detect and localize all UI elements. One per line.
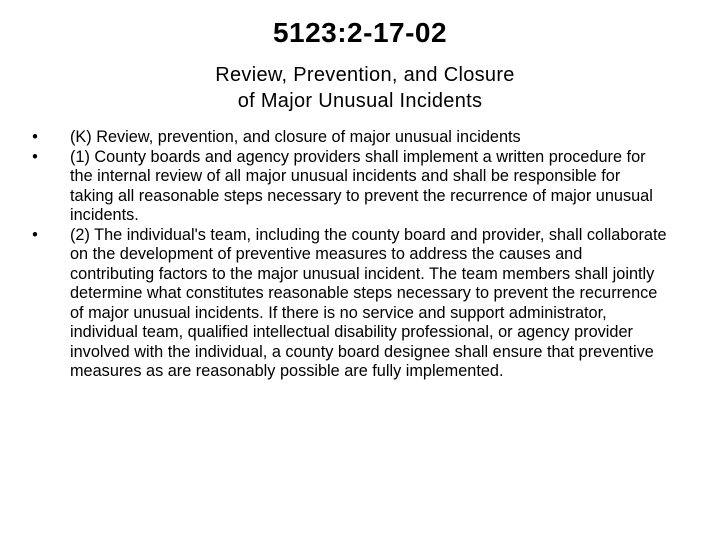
bullet-icon: • (32, 147, 38, 166)
bullet-item (28, 148, 668, 226)
bullet-text: (1) County boards and agency providers shall implement a written procedure for the internal review of all major unusual incidents and shall be responsible for taking all reasonable steps necessary to prevent the recurrence of major unusual incidents. (70, 147, 653, 224)
subtitle-line-2: of Major Unusual Incidents (237, 90, 483, 112)
bullet-icon: • (32, 225, 38, 244)
subtitle-line-1: Review, Prevention, and Closure (215, 64, 515, 86)
bullet-text: (K) Review, prevention, and closure of major unusual incidents (70, 128, 521, 146)
bullet-icon: • (32, 128, 38, 146)
bullet-list (28, 128, 668, 382)
slide-subtitle (0, 62, 720, 114)
slide-title: 5123:2-17-02 (272, 17, 448, 48)
bullet-item (28, 226, 668, 382)
bullet-text: (2) The individual's team, including the county board and provider, shall collaborate on the development of preventive measures to address the causes and contributing factors to the major unusual incident. The team members shall jointly determine what constitutes reasonable steps necessary to prevent the recurrence of major unusual incidents. If there is no service and support administrator, individual team, qualified intellectual disability professional, or agency provider involved with the individual, a county board designee shall ensure that preventive measures as are reasonably possible are fully implemented. (70, 225, 667, 380)
bullet-item (28, 128, 668, 148)
